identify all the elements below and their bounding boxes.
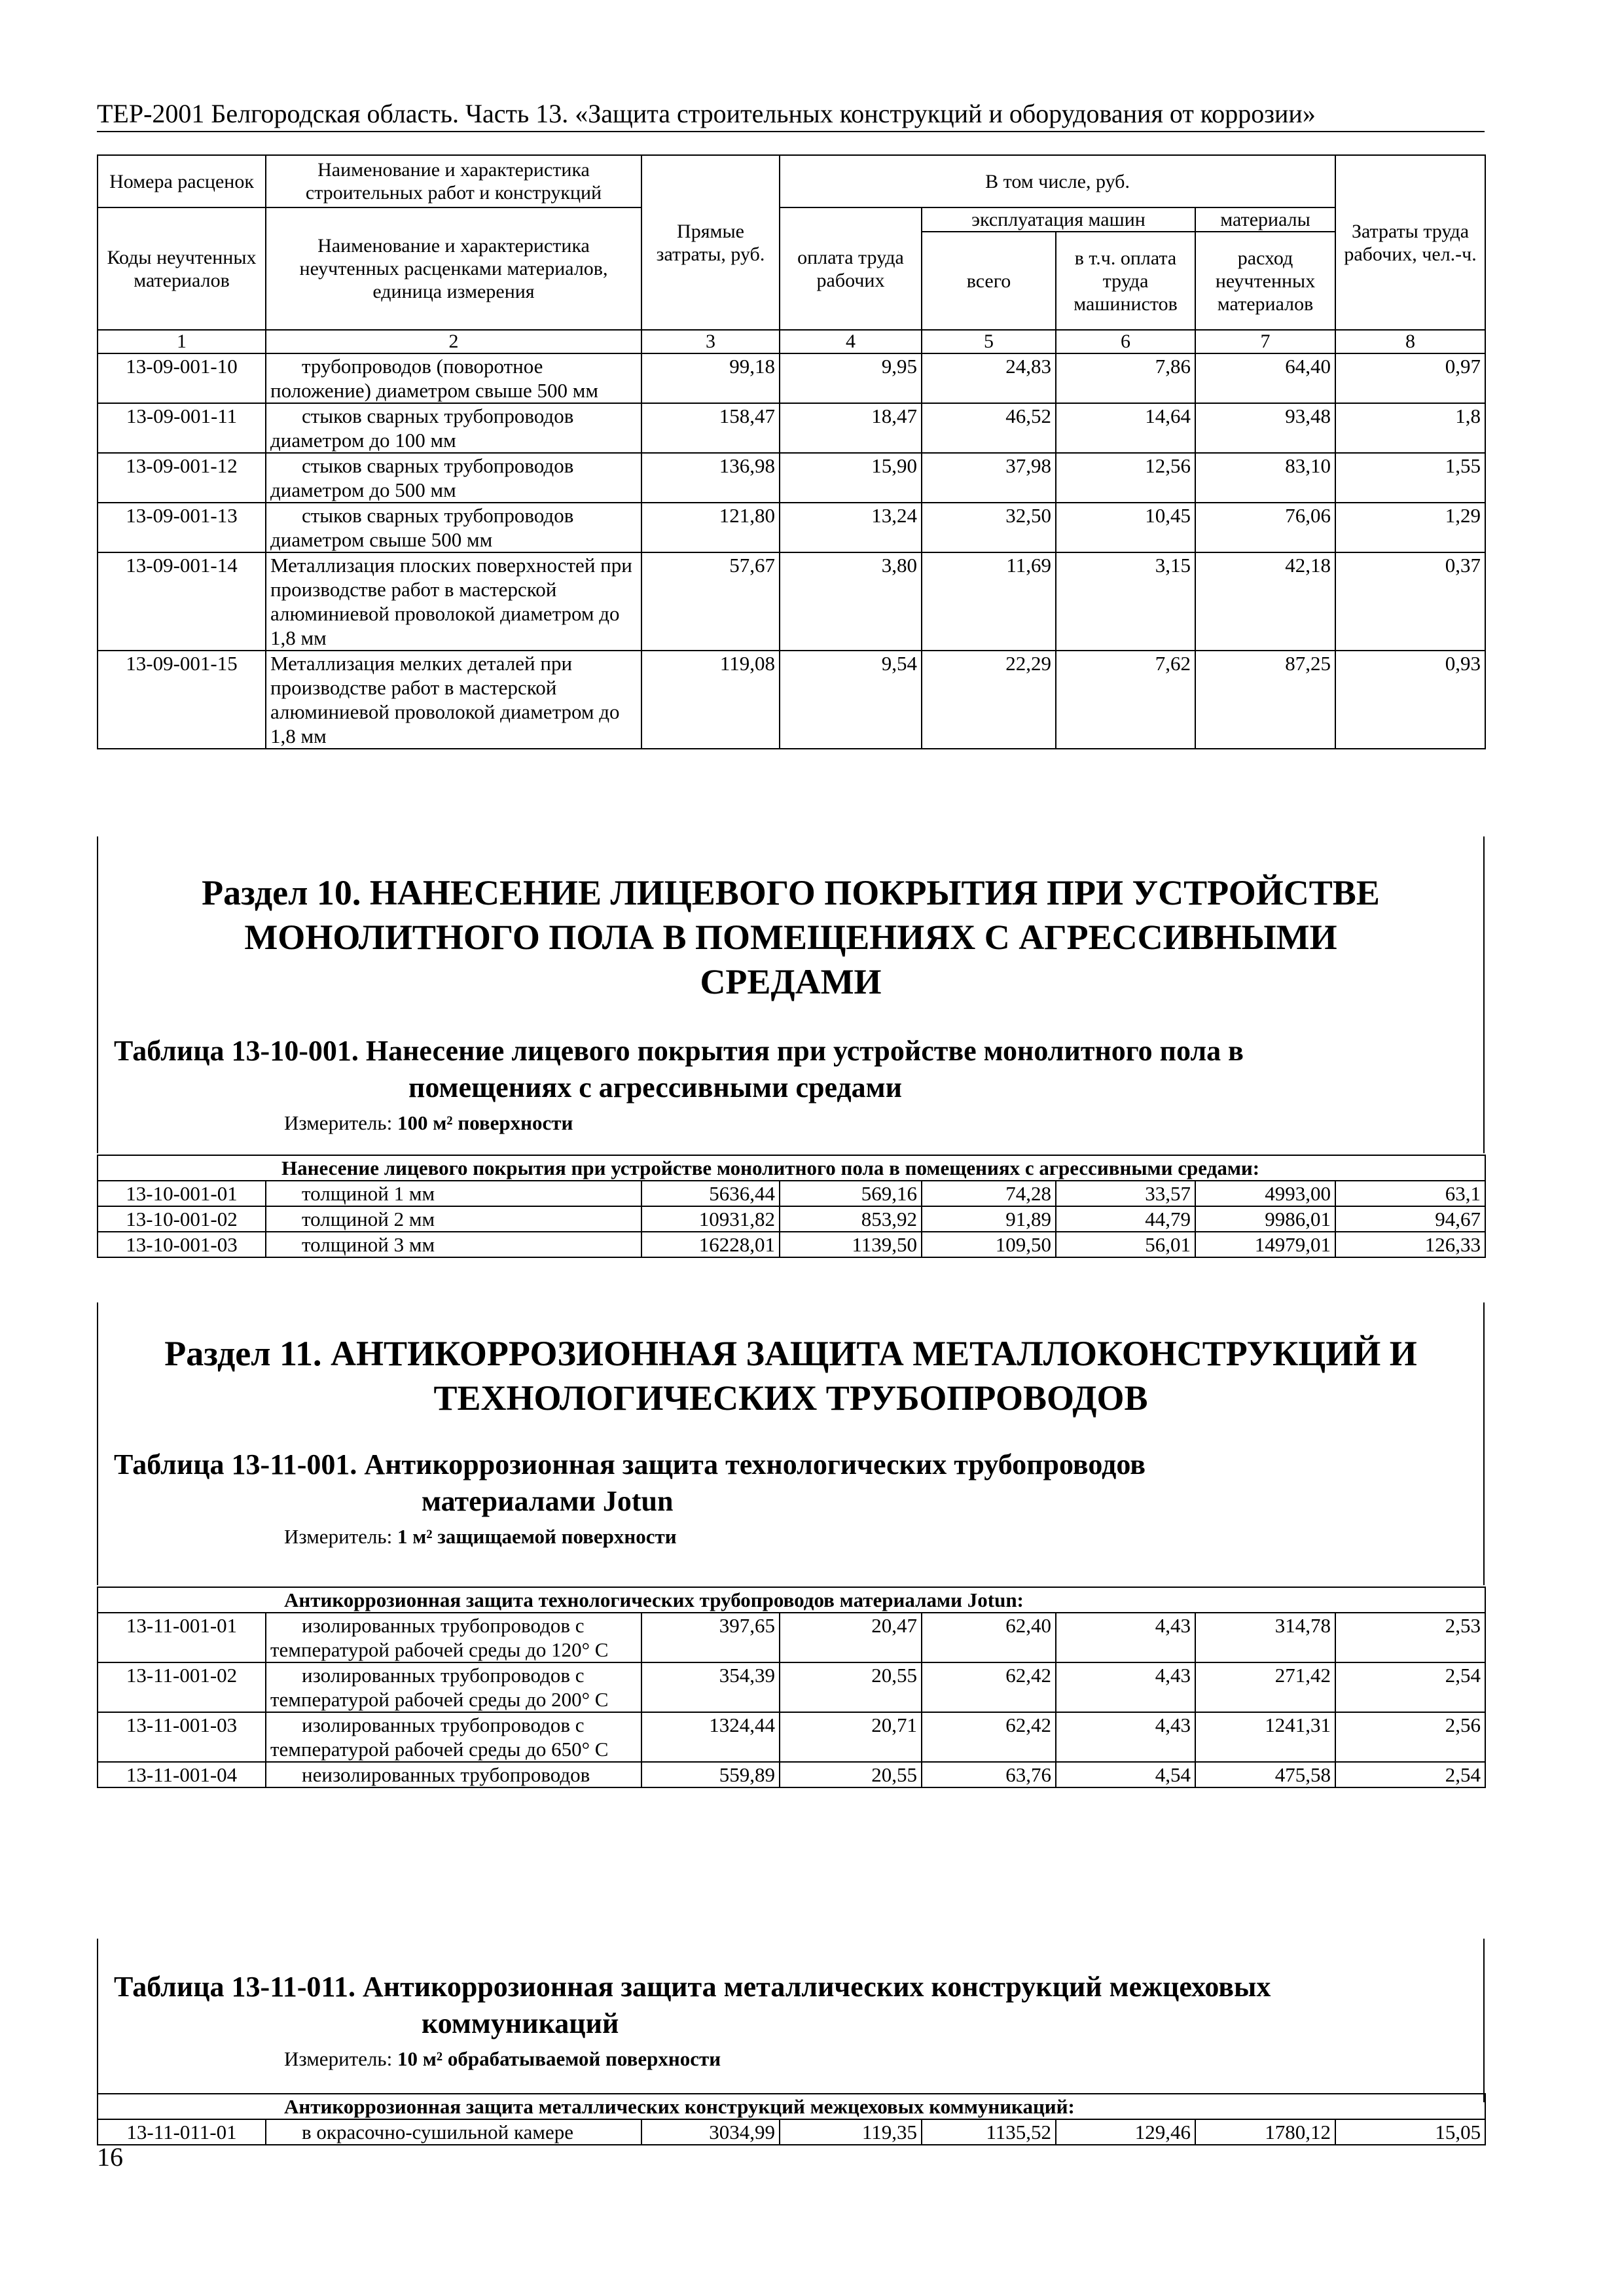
rate-code: 13-10-001-03	[98, 1232, 266, 1257]
group-13-11-011: Антикоррозионная защита металлических конструкций межцеховых коммуникаций:	[98, 2094, 1485, 2119]
incl-header: В том числе, руб.	[780, 155, 1335, 207]
labor-hours: 2,56	[1335, 1712, 1485, 1762]
header-rule	[97, 131, 1485, 132]
machines-header: эксплуатация машин	[922, 207, 1195, 232]
table-row	[98, 1232, 1485, 1257]
group-13-10: Нанесение лицевого покрытия при устройстве монолитного пола в помещениях с агрессивными средами:	[98, 1155, 1485, 1181]
section-11-table2-block	[97, 1939, 1485, 2102]
machinists-pay: 4,43	[1056, 1712, 1195, 1762]
labor-pay: 13,24	[780, 503, 922, 552]
rate-name: изолированных трубопроводов с температурой рабочей среды до 200° С	[266, 1662, 641, 1712]
rate-name: трубопроводов (поворотное положение) диаметром свыше 500 мм	[266, 353, 641, 403]
materials: 314,78	[1195, 1613, 1335, 1662]
col-number: 4	[780, 330, 922, 353]
col-number: 1	[98, 330, 266, 353]
rate-name: толщиной 3 мм	[266, 1232, 641, 1257]
group-13-11-001: Антикоррозионная защита технологических трубопроводов материалами Jotun:	[98, 1587, 1485, 1613]
meter-13-11-001: Измеритель: 1 м² защищаемой поверхности	[284, 1525, 677, 1548]
direct-costs: 10931,82	[641, 1206, 780, 1232]
machinists-pay: 12,56	[1056, 453, 1195, 503]
direct-costs: 559,89	[641, 1762, 780, 1787]
rows-13-11-001	[98, 1613, 1485, 1787]
meter-13-11-011: Измеритель: 10 м² обрабатываемой поверхности	[284, 2047, 721, 2070]
machines-total: 11,69	[922, 552, 1056, 651]
labor-pay: 3,80	[780, 552, 922, 651]
materials: 271,42	[1195, 1662, 1335, 1712]
direct-costs: 136,98	[641, 453, 780, 503]
rate-code: 13-11-001-02	[98, 1662, 266, 1712]
rate-code: 13-09-001-13	[98, 503, 266, 552]
rate-code: 13-09-001-14	[98, 552, 266, 651]
labor-pay: 18,47	[780, 403, 922, 453]
machines-total: 37,98	[922, 453, 1056, 503]
materials-header: материалы	[1195, 207, 1335, 232]
rate-name: Металлизация мелких деталей при производстве работ в мастерской алюминиевой проволокой диаметром до 1,8 мм	[266, 651, 641, 749]
machinists-pay: 44,79	[1056, 1206, 1195, 1232]
labor-hours: 2,54	[1335, 1762, 1485, 1787]
materials: 1780,12	[1195, 2119, 1335, 2145]
table-row	[98, 651, 1485, 749]
col6-header: в т.ч. оплата труда машинистов	[1056, 232, 1195, 330]
rows-13-11-011	[98, 2119, 1485, 2145]
table-row	[98, 1613, 1485, 1662]
machinists-pay: 7,86	[1056, 353, 1195, 403]
rate-name: неизолированных трубопроводов	[266, 1762, 641, 1787]
machinists-pay: 10,45	[1056, 503, 1195, 552]
materials: 83,10	[1195, 453, 1335, 503]
rows-13-09	[98, 353, 1485, 749]
materials: 64,40	[1195, 353, 1335, 403]
rates-table-10	[97, 1155, 1486, 1258]
rate-code: 13-09-001-12	[98, 453, 266, 503]
machinists-pay: 3,15	[1056, 552, 1195, 651]
labor-hours: 2,53	[1335, 1613, 1485, 1662]
table-row	[98, 1181, 1485, 1206]
direct-costs: 121,80	[641, 503, 780, 552]
rate-code: 13-11-001-01	[98, 1613, 266, 1662]
labor-hours: 1,29	[1335, 503, 1485, 552]
section-11-block	[97, 1302, 1485, 1585]
page-number: 16	[97, 2142, 123, 2172]
direct-costs: 397,65	[641, 1613, 780, 1662]
meter-13-10: Измеритель: 100 м² поверхности	[284, 1111, 573, 1134]
table-row	[98, 1662, 1485, 1712]
machines-total: 62,42	[922, 1712, 1056, 1762]
direct-costs: 5636,44	[641, 1181, 780, 1206]
machinists-pay: 7,62	[1056, 651, 1195, 749]
labor-pay: 853,92	[780, 1206, 922, 1232]
col8-header: Затраты труда рабочих, чел.-ч.	[1335, 155, 1485, 330]
direct-costs: 3034,99	[641, 2119, 780, 2145]
machines-total: 1135,52	[922, 2119, 1056, 2145]
col-number: 2	[266, 330, 641, 353]
table-row	[98, 453, 1485, 503]
materials: 93,48	[1195, 403, 1335, 453]
col-number: 7	[1195, 330, 1335, 353]
machines-total: 74,28	[922, 1181, 1056, 1206]
rate-code: 13-09-001-10	[98, 353, 266, 403]
labor-hours: 15,05	[1335, 2119, 1485, 2145]
col5-header: всего	[922, 232, 1056, 330]
col1-header-a: Номера расценок	[98, 155, 266, 207]
rate-code: 13-10-001-02	[98, 1206, 266, 1232]
labor-hours: 63,1	[1335, 1181, 1485, 1206]
direct-costs: 57,67	[641, 552, 780, 651]
rate-name: стыков сварных трубопроводов диаметром свыше 500 мм	[266, 503, 641, 552]
labor-pay: 1139,50	[780, 1232, 922, 1257]
rates-table-11-001	[97, 1587, 1486, 1788]
col7-header: расход неучтенных материалов	[1195, 232, 1335, 330]
machines-total: 63,76	[922, 1762, 1056, 1787]
materials: 42,18	[1195, 552, 1335, 651]
labor-pay: 20,55	[780, 1662, 922, 1712]
col-number: 6	[1056, 330, 1195, 353]
rate-code: 13-09-001-15	[98, 651, 266, 749]
machinists-pay: 33,57	[1056, 1181, 1195, 1206]
section-11-title: Раздел 11. АНТИКОРРОЗИОННАЯ ЗАЩИТА МЕТАЛЛОКОНСТРУКЦИЙ И ТЕХНОЛОГИЧЕСКИХ ТРУБОПРОВОДОВ	[164, 1334, 1417, 1418]
table-13-10-001-title: Таблица 13-10-001. Нанесение лицевого покрытия при устройстве монолитного пола в помещениях с агрессивными средами	[114, 1035, 1244, 1103]
labor-hours: 0,93	[1335, 651, 1485, 749]
machines-total: 62,40	[922, 1613, 1056, 1662]
labor-pay: 20,71	[780, 1712, 922, 1762]
rate-name: изолированных трубопроводов с температурой рабочей среды до 650° С	[266, 1712, 641, 1762]
labor-hours: 1,8	[1335, 403, 1485, 453]
rate-name: Металлизация плоских поверхностей при производстве работ в мастерской алюминиевой проволокой диаметром до 1,8 мм	[266, 552, 641, 651]
labor-pay: 15,90	[780, 453, 922, 503]
rate-code: 13-11-011-01	[98, 2119, 266, 2145]
labor-hours: 0,37	[1335, 552, 1485, 651]
direct-costs: 158,47	[641, 403, 780, 453]
rate-name: стыков сварных трубопроводов диаметром до 100 мм	[266, 403, 641, 453]
machinists-pay: 14,64	[1056, 403, 1195, 453]
labor-hours: 94,67	[1335, 1206, 1485, 1232]
rates-table-11-011	[97, 2093, 1486, 2145]
rates-table-09	[97, 154, 1486, 749]
machines-total: 32,50	[922, 503, 1056, 552]
page-header: ТЕР-2001 Белгородская область. Часть 13. «Защита строительных конструкций и оборудования от коррозии»	[97, 99, 1316, 128]
machines-total: 24,83	[922, 353, 1056, 403]
labor-hours: 126,33	[1335, 1232, 1485, 1257]
machinists-pay: 129,46	[1056, 2119, 1195, 2145]
labor-hours: 2,54	[1335, 1662, 1485, 1712]
direct-costs: 119,08	[641, 651, 780, 749]
col-number: 3	[641, 330, 780, 353]
direct-costs: 354,39	[641, 1662, 780, 1712]
rate-name: толщиной 2 мм	[266, 1206, 641, 1232]
table-row	[98, 1206, 1485, 1232]
table-row	[98, 1712, 1485, 1762]
table-row	[98, 1762, 1485, 1787]
labor-pay: 9,95	[780, 353, 922, 403]
col3-header: Прямые затраты, руб.	[641, 155, 780, 330]
machinists-pay: 56,01	[1056, 1232, 1195, 1257]
rate-name: изолированных трубопроводов с температурой рабочей среды до 120° С	[266, 1613, 641, 1662]
materials: 475,58	[1195, 1762, 1335, 1787]
table-row	[98, 353, 1485, 403]
labor-pay: 9,54	[780, 651, 922, 749]
rate-name: толщиной 1 мм	[266, 1181, 641, 1206]
col4-header: оплата труда рабочих	[780, 207, 922, 330]
machines-total: 62,42	[922, 1662, 1056, 1712]
col1-header-b: Коды неучтенных материалов	[98, 207, 266, 330]
table-row	[98, 552, 1485, 651]
rate-code: 13-11-001-04	[98, 1762, 266, 1787]
rows-13-10	[98, 1181, 1485, 1257]
direct-costs: 1324,44	[641, 1712, 780, 1762]
table-13-11-001-title: Таблица 13-11-001. Антикоррозионная защита технологических трубопроводов материалами Jotun	[114, 1448, 1146, 1517]
materials: 14979,01	[1195, 1232, 1335, 1257]
direct-costs: 99,18	[641, 353, 780, 403]
table-row	[98, 2119, 1485, 2145]
machines-total: 22,29	[922, 651, 1056, 749]
labor-pay: 119,35	[780, 2119, 922, 2145]
table-row	[98, 403, 1485, 453]
materials: 76,06	[1195, 503, 1335, 552]
labor-hours: 0,97	[1335, 353, 1485, 403]
machinists-pay: 4,43	[1056, 1662, 1195, 1712]
col-number: 5	[922, 330, 1056, 353]
direct-costs: 16228,01	[641, 1232, 780, 1257]
rate-code: 13-11-001-03	[98, 1712, 266, 1762]
labor-hours: 1,55	[1335, 453, 1485, 503]
machines-total: 46,52	[922, 403, 1056, 453]
materials: 4993,00	[1195, 1181, 1335, 1206]
rate-code: 13-09-001-11	[98, 403, 266, 453]
table-row	[98, 503, 1485, 552]
col2-header-b: Наименование и характеристика неучтенных расценками материалов, единица измерения	[266, 207, 641, 330]
labor-pay: 569,16	[780, 1181, 922, 1206]
machines-total: 109,50	[922, 1232, 1056, 1257]
rate-name: стыков сварных трубопроводов диаметром до 500 мм	[266, 453, 641, 503]
table-13-11-011-title: Таблица 13-11-011. Антикоррозионная защита металлических конструкций межцеховых коммуникаций	[114, 1971, 1271, 2039]
col-number: 8	[1335, 330, 1485, 353]
labor-pay: 20,47	[780, 1613, 922, 1662]
rate-code: 13-10-001-01	[98, 1181, 266, 1206]
col2-header-a: Наименование и характеристика строительных работ и конструкций	[266, 155, 641, 207]
section-10-title: Раздел 10. НАНЕСЕНИЕ ЛИЦЕВОГО ПОКРЫТИЯ ПРИ УСТРОЙСТВЕ МОНОЛИТНОГО ПОЛА В ПОМЕЩЕНИЯХ С АГРЕССИВНЫМИ СРЕДАМИ	[202, 873, 1380, 1001]
rate-name: в окрасочно-сушильной камере	[266, 2119, 641, 2145]
labor-pay: 20,55	[780, 1762, 922, 1787]
section-10-block	[97, 836, 1485, 1153]
materials: 87,25	[1195, 651, 1335, 749]
materials: 1241,31	[1195, 1712, 1335, 1762]
machinists-pay: 4,43	[1056, 1613, 1195, 1662]
materials: 9986,01	[1195, 1206, 1335, 1232]
machines-total: 91,89	[922, 1206, 1056, 1232]
machinists-pay: 4,54	[1056, 1762, 1195, 1787]
